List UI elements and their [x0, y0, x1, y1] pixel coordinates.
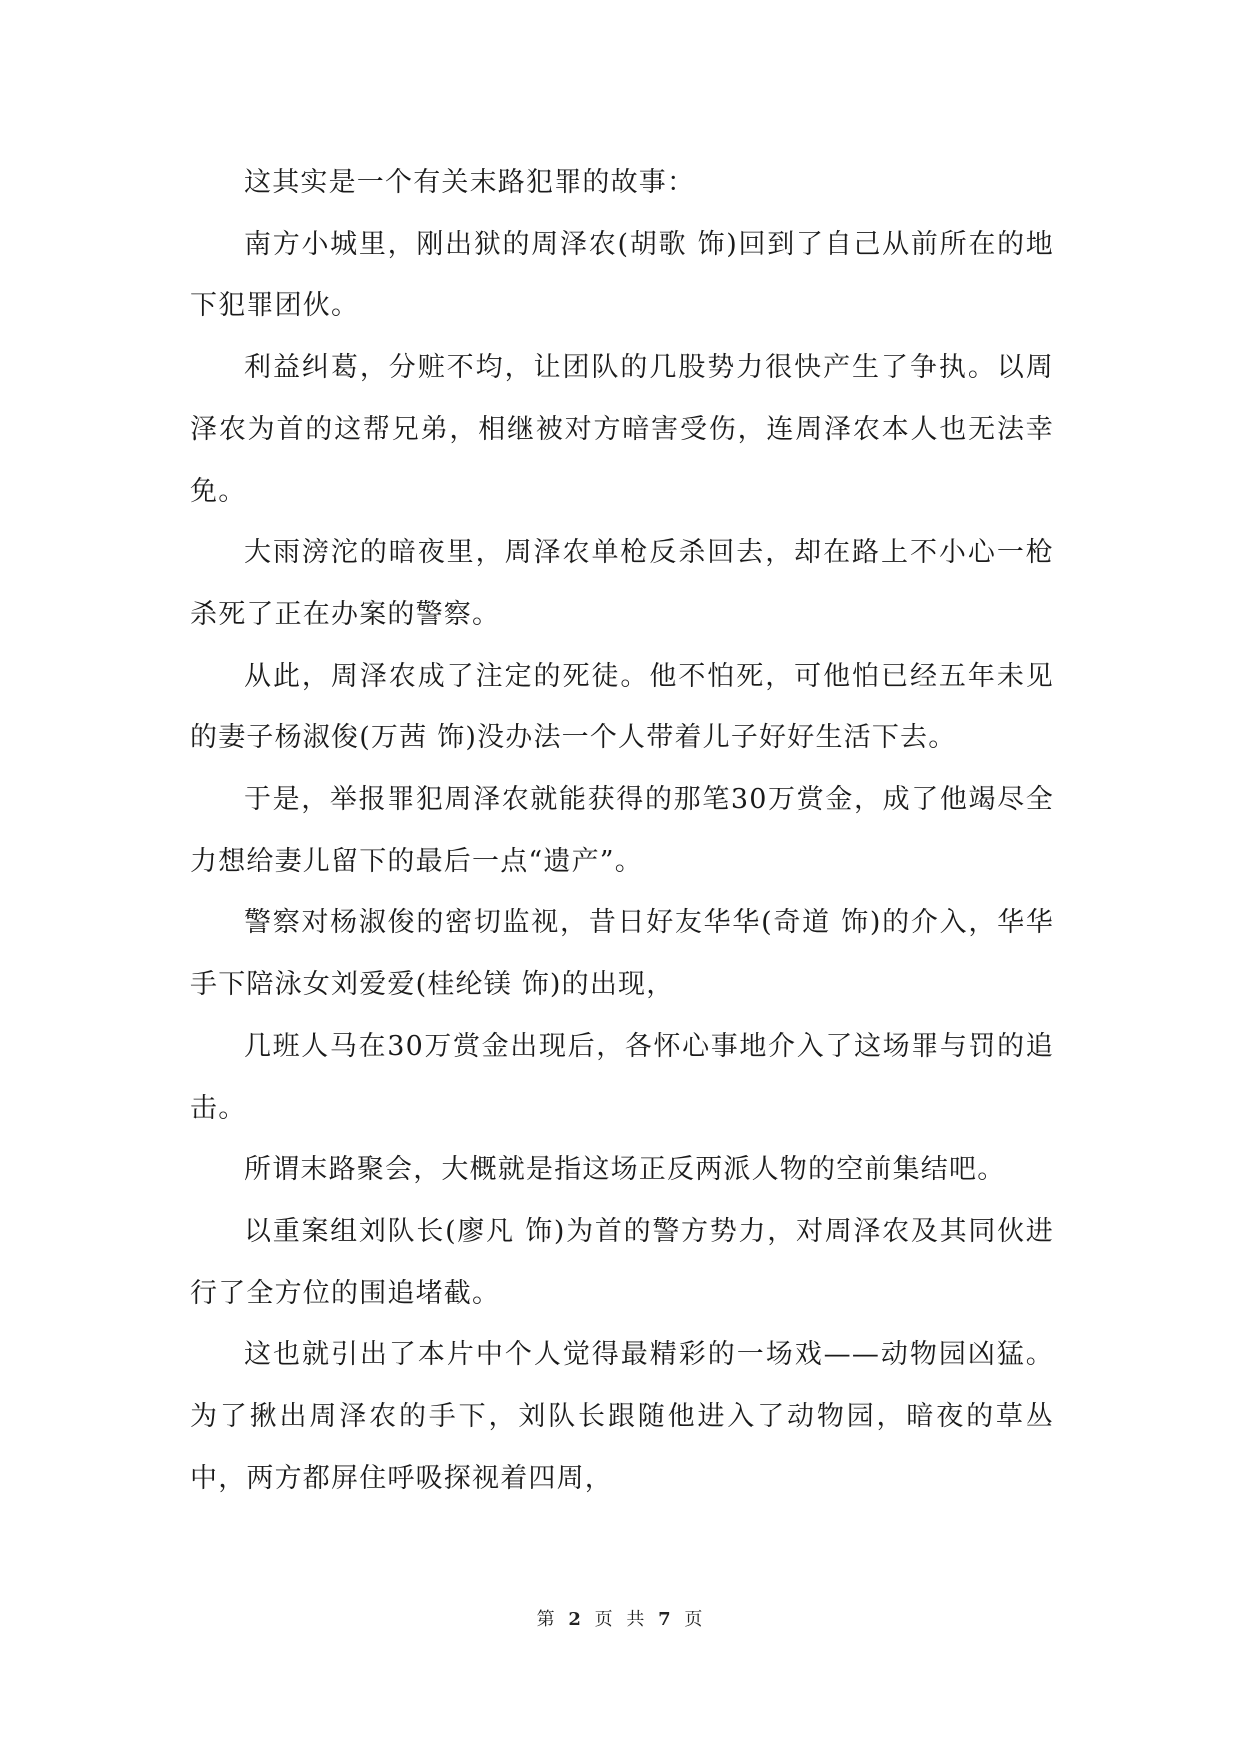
- paragraph: 以重案组刘队长(廖凡 饰)为首的警方势力，对周泽农及其同伙进行了全方位的围追堵截。: [190, 1215, 1054, 1309]
- total-pages-number: 7: [658, 1609, 673, 1630]
- paragraph: 几班人马在30万赏金出现后，各怀心事地介入了这场罪与罚的追击。: [190, 1030, 1054, 1124]
- paragraph: 这也就引出了本片中个人觉得最精彩的一场戏——动物园凶猛。为了揪出周泽农的手下，刘队长跟随他进入了动物园，暗夜的草丛中，两方都屏住呼吸探视着四周，: [190, 1339, 1054, 1494]
- footer-page-word: 页: [594, 1609, 615, 1630]
- paragraph: 这其实是一个有关末路犯罪的故事：: [244, 167, 696, 198]
- paragraph: 利益纠葛，分赃不均，让团队的几股势力很快产生了争执。以周泽农为首的这帮兄弟，相继被对方暗害受伤，连周泽农本人也无法幸免。: [190, 352, 1054, 507]
- footer-suffix: 页: [684, 1609, 705, 1630]
- footer-prefix: 第: [536, 1609, 557, 1630]
- paragraph: 警察对杨淑俊的密切监视，昔日好友华华(奇道 饰)的介入，华华手下陪泳女刘爱爱(桂纶镁 饰)的出现，: [190, 907, 1054, 1001]
- paragraph: 所谓末路聚会，大概就是指这场正反两派人物的空前集结吧。: [244, 1154, 1006, 1186]
- paragraph: 南方小城里，刚出狱的周泽农(胡歌 饰)回到了自己从前所在的地下犯罪团伙。: [190, 228, 1054, 322]
- current-page-number: 2: [568, 1609, 583, 1630]
- footer-total-word: 共: [626, 1609, 647, 1630]
- paragraph: 从此，周泽农成了注定的死徒。他不怕死，可他怕已经五年未见的妻子杨淑俊(万茜 饰)没办法一个人带着儿子好好生活下去。: [190, 660, 1054, 754]
- document-body: [190, 152, 1054, 1509]
- paragraph: 于是，举报罪犯周泽农就能获得的那笔30万赏金，成了他竭尽全力想给妻儿留下的最后一点“遗产”。: [190, 784, 1054, 877]
- page-footer: [0, 1605, 1241, 1631]
- paragraph: 大雨滂沱的暗夜里，周泽农单枪反杀回去，却在路上不小心一枪杀死了正在办案的警察。: [190, 537, 1054, 630]
